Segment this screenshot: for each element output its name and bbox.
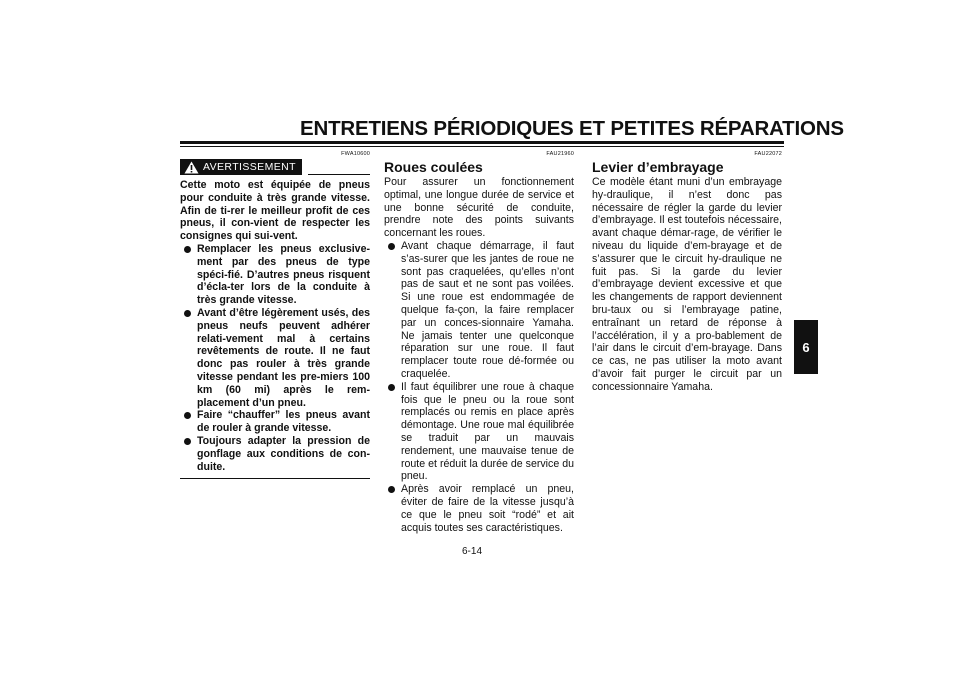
warning-end-rule: [180, 478, 370, 479]
page-number: 6-14: [462, 546, 483, 557]
list-item: Toujours adapter la pression de gonflage aux conditions de con-duite.: [180, 435, 370, 473]
list-item: Faire “chauffer” les pneus avant de rouler à grande vitesse.: [180, 409, 370, 435]
warning-badge: [180, 159, 302, 175]
list-item: Après avoir remplacé un pneu, éviter de faire de la vitesse jusqu’à ce que le pneu soit “rodé” et ait acquis toutes ses caractéristiques.: [384, 483, 574, 534]
clutch-code: FAU22072: [754, 151, 782, 157]
list-item: Avant chaque démarrage, il faut s’as-surer que les jantes de roue ne sont pas craquelées, qu’elles n’ont pas de saut et ne sont pas voilées. Si une roue est endommagée de quelque fa-çon, la faire remplacer par un conces-sionnaire Yamaha. Ne jamais tenter une quelconque réparation sur une roue. Il faut remplacer toute roue dé-formée ou craquelée.: [384, 240, 574, 381]
page-title: ENTRETIENS PÉRIODIQUES ET PETITES RÉPARATIONS: [300, 117, 844, 140]
wheels-intro: Pour assurer un fonctionnement optimal, une longue durée de service et une bonne sécurité de conduite, prendre note des points suivants concernant les roues.: [384, 176, 574, 240]
warning-column: [180, 150, 370, 479]
bullet-icon: [184, 310, 191, 317]
clutch-heading: Levier d’embrayage: [592, 159, 724, 175]
warning-header-rule: [308, 174, 370, 175]
bullet-icon: [184, 412, 191, 419]
wheels-list: [384, 240, 574, 534]
bullet-icon: [388, 384, 395, 391]
warning-triangle-icon: [184, 161, 199, 174]
list-item: Il faut équilibrer une roue à chaque fois que le pneu ou la roue sont remplacés ou remis en place après démontage. Une roue mal équilibrée se traduit par un mauvais rendement, une mauvaise tenue de route et réduit la durée de service du pneu.: [384, 381, 574, 483]
clutch-text: Ce modèle étant muni d’un embrayage hy-draulique, il n’est donc pas nécessaire de régler la garde du levier d’embrayage. Il est toutefois nécessaire, avant chaque démar-rage, de vérifier le niveau du liquide d’em-brayage et de s’assurer que le circuit hy-draulique ne fuit pas. Si la garde du levier d’embrayage devient excessive et que les changements de rapport deviennent bru-taux ou si l’embrayage patine, entraînant un retard de réponse à l’accélération, il y a pro-bablement de l’air dans le circuit d’em-brayage. Dans ce cas, ne pas utiliser la moto avant d’avoir fait purger le circuit par un concessionnaire Yamaha.: [592, 176, 782, 393]
wheels-column: [384, 150, 574, 534]
warning-code: FWA10600: [341, 151, 370, 157]
list-item: Avant d’être légèrement usés, des pneus neufs peuvent adhérer relati-vement mal à certains revêtements de route. Il ne faut donc pas rouler à très grande vitesse pendant les pre-miers 100 km (60 mi) après le rem-placement d’un pneu.: [180, 307, 370, 409]
bullet-icon: [184, 246, 191, 253]
header-rule-thick: [180, 141, 784, 144]
warning-label: AVERTISSEMENT: [203, 160, 296, 173]
list-item: Remplacer les pneus exclusive-ment par des pneus de type spéci-fié. D’autres pneus risquent d’écla-ter lors de la conduite à très grande vitesse.: [180, 243, 370, 307]
bullet-icon: [388, 486, 395, 493]
warning-list: [180, 243, 370, 473]
wheels-heading: Roues coulées: [384, 159, 483, 175]
wheels-code: FAU21960: [546, 151, 574, 157]
bullet-icon: [184, 438, 191, 445]
chapter-tab: 6: [794, 320, 818, 374]
warning-header: [180, 159, 370, 175]
bullet-icon: [388, 243, 395, 250]
warning-intro: Cette moto est équipée de pneus pour conduite à très grande vitesse. Afin de ti-rer le meilleur profit de ces pneus, il con-vient de respecter les consignes qui sui-vent.: [180, 179, 370, 243]
clutch-column: [592, 150, 782, 394]
header-rule-thin: [180, 146, 784, 147]
